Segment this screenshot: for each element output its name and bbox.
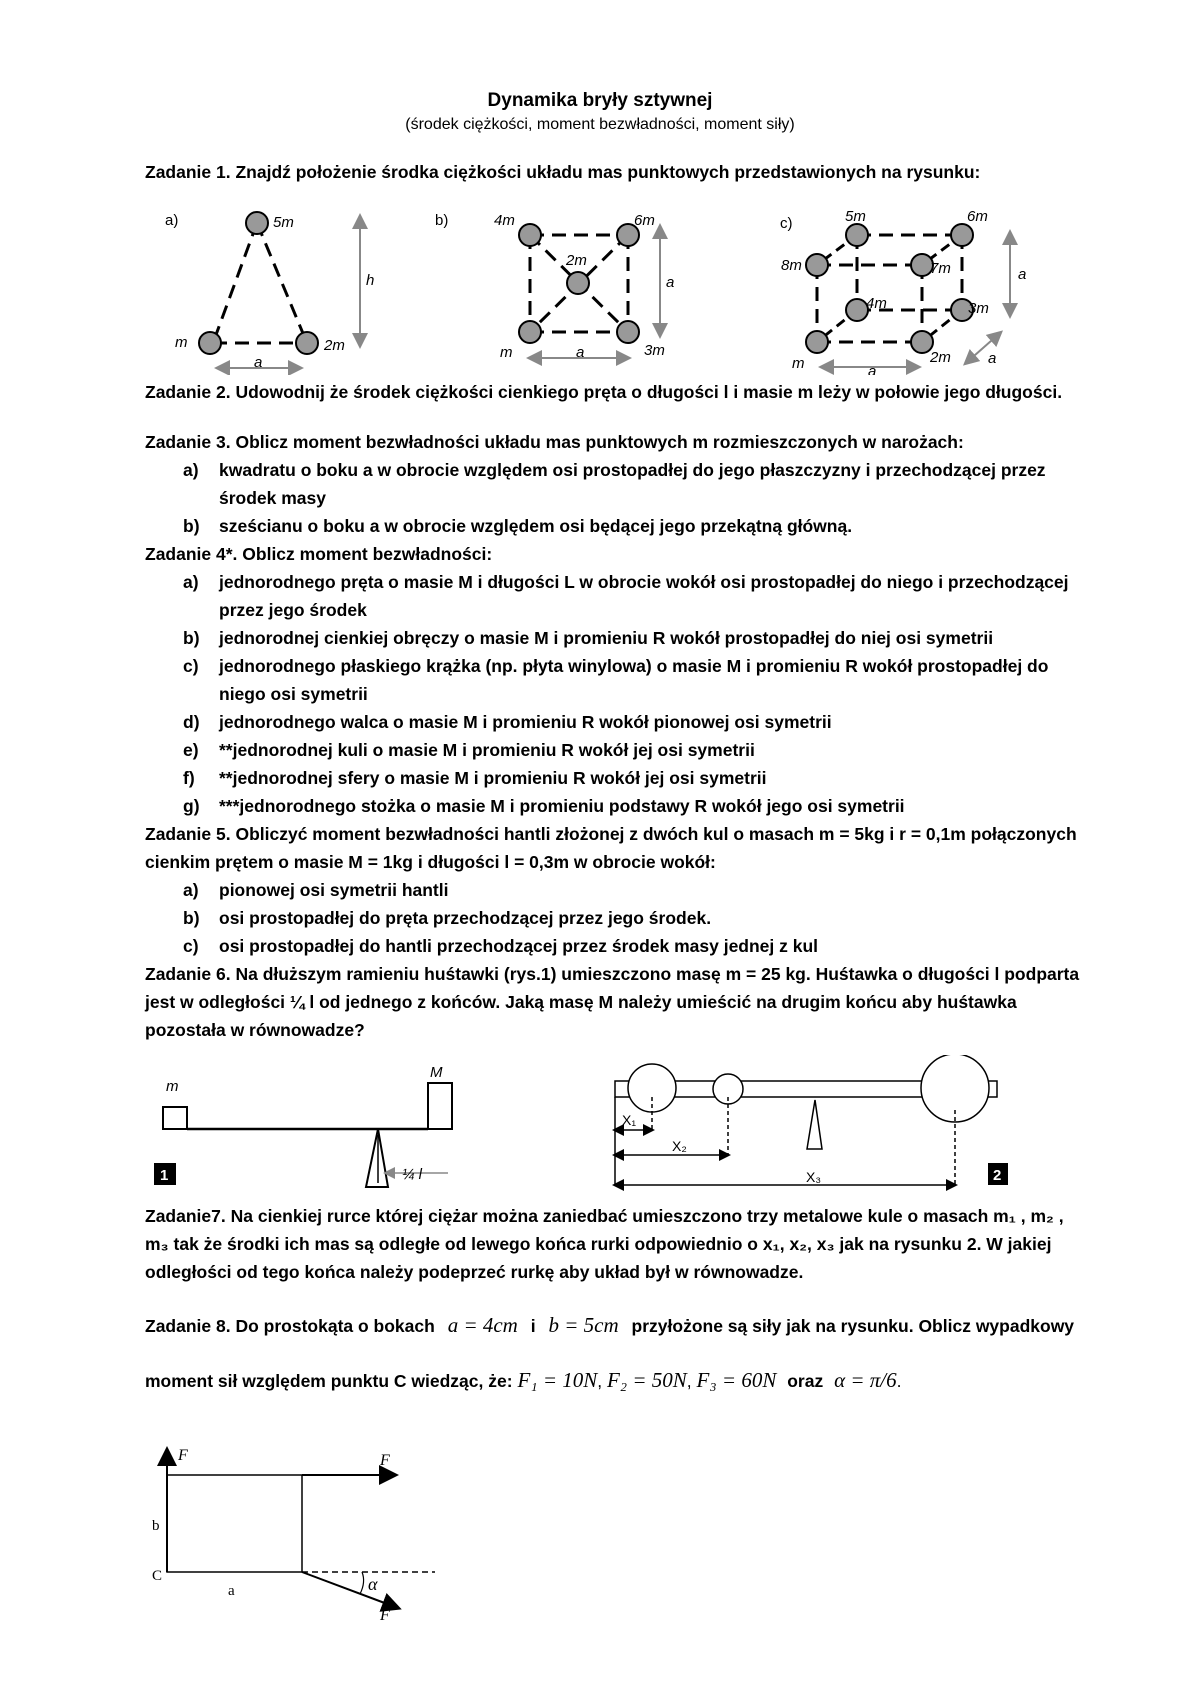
task-5-head: Zadanie 5. [145,824,231,844]
mass-4m-c: 4m [866,295,887,312]
dim-h-a: h [366,272,375,289]
task-4-item-g: g) ***jednorodnego stożka o masie M i promieniu podstawy R wokół jego osi symetrii [183,796,905,816]
math-f2: F₂ = 50N [606,1368,687,1392]
mass-8m-c: 8m [781,257,802,274]
task-3 [145,428,964,456]
task-6-head: Zadanie 6. [145,964,231,984]
mass-2m-a: 2m [324,337,345,354]
task-5-item-c: c) osi prostopadłej do hantli przechodzącej przez środek masy jednej z kul [183,936,819,956]
force-f3-label: F [380,1607,390,1620]
task-4-head: Zadanie 4*. [145,544,238,564]
mass-5m-c: 5m [845,208,866,225]
figure-c [780,208,1026,375]
seesaw-mass-m [163,1107,187,1129]
mass-6m-b: 6m [634,212,655,229]
figure-c-label: c) [780,215,793,232]
dim-v-c: a [1018,266,1027,283]
math-a: a = 4cm [447,1313,518,1337]
dim-a-a: a [254,354,263,371]
figure-tube-balls [600,1055,1020,1195]
task-5-item-b: b) osi prostopadłej do pręta przechodzącej przez jego środek. [183,908,712,928]
figure-rectangle-forces [140,1430,460,1620]
task-6: Zadanie 6. Na dłuższym ramieniu huśtawki (rys.1) umieszczono masę m = 25 kg. Huśtawka o długości l podparta jest w odległości ¼ l od jednego z końców. Jaką masę M należy umieścić na drugim końcu aby huśtawka pozostała w równowadze? [145,964,1080,1040]
mass-m-b: m [500,344,513,361]
task-3-item-b: b) sześcianu o boku a w obrocie względem osi będącej jego przekątną główną. [183,516,853,536]
mass-m-c: m [792,355,805,372]
mass-2m-c: 2m [930,349,951,366]
seesaw-m-label: m [166,1078,179,1095]
tube-support [807,1100,822,1149]
figure-a-label: a) [165,212,179,229]
task-4-item-b: b) jednorodnej cienkiej obręczy o masie M i promieniu R wokół prostopadłej do niej osi symetrii [183,628,994,648]
task-5: Zadanie 5. Obliczyć moment bezwładności hantli złożonej z dwóch kul o masach m = 5kg i r = 0,1m połączonych cienkim prętem o masie M = 1kg i długości l = 0,3m w obrocie wokół: [145,824,1077,872]
angle-alpha-label: α [368,1574,378,1594]
dim-d-c: a [988,350,997,367]
task-2 [145,378,1062,406]
svg-text:1: 1 [160,1167,169,1184]
task-4-item-f: f) **jednorodnej sfery o masie M i promieniu R wokół jej osi symetrii [183,768,767,788]
svg-text:2: 2 [993,1167,1002,1184]
task-4-item-c: c) jednorodnego płaskiego krążka (np. płyta winylowa) o masie M i promieniu R wokół prostopadłej do niego osi symetrii [183,656,1049,704]
figure-seesaw [140,1055,470,1195]
figure-a [165,212,374,371]
math-f1: F₁ = 10N [517,1368,598,1392]
task-4-item-a: a) jednorodnego pręta o masie M i długości L w obrocie wokół osi prostopadłej do niego i przechodzącej przez jego środek [183,572,1069,620]
dim-h-b: a [576,344,585,361]
page-title: Dynamika bryły sztywnej [487,90,713,111]
figure-b-label: b) [435,212,449,229]
task-3-item-a: a) kwadratu o boku a w obrocie względem osi prostopadłej do jego płaszczyzny i przechodzącej przez środek masy [183,460,1046,508]
task-7-head: Zadanie7. [145,1206,226,1226]
mass-m-a: m [175,334,188,351]
dim-x2: X₂ [672,1138,687,1154]
task-3-head: Zadanie 3. [145,432,231,452]
task-1-text: Znajdź położenie środka ciężkości układu mas punktowych przedstawionych na rysunku: [235,162,981,182]
dim-v-b: a [666,274,675,291]
task-4 [145,540,492,568]
mass-7m-c: 7m [930,260,951,277]
force-f3-arrow [302,1572,398,1608]
task-1-head: Zadanie 1. [145,162,231,182]
force-f1-label: F [178,1447,188,1464]
force-f2-label: F [380,1452,390,1469]
task-8: Zadanie 8. Do prostokąta o bokach a = 4cm i b = 5cm przyłożone są siły jak na rysunku. Oblicz wypadkowy [145,1313,1075,1337]
seesaw-support [366,1129,388,1187]
seesaw-mass-M [428,1083,452,1129]
seesaw-M-label: M [430,1064,443,1081]
mass-3m-b: 3m [644,342,665,359]
task-2-text: Udowodnij że środek ciężkości cienkiego pręta o długości l i masie m leży w połowie jego długości. [235,382,1063,402]
math-f3: F₃ = 60N [696,1368,777,1392]
task-4-item-e: e) **jednorodnej kuli o masie M i promieniu R wokół jej osi symetrii [183,740,755,760]
dim-h-c: a [868,363,877,375]
mass-4m-b: 4m [494,212,515,229]
task-4-text: Oblicz moment bezwładności: [242,544,493,564]
page-subtitle: (środek ciężkości, moment bezwładności, moment siły) [405,116,795,133]
task-1 [145,158,980,186]
task-7: Zadanie7. Na cienkiej rurce której ciężar można zaniedbać umieszczono trzy metalowe kule o masach m₁ , m₂ , m₃ tak że środki ich mas są odległe od lewego końca rurki odpowiednio o x₁, x₂, x₃ jak na rysunku 2. W jakiej odległości od tego końca należy podeprzeć rurkę aby układ był w równowadze. [145,1206,1064,1282]
side-a-label: a [228,1583,235,1599]
figure-b [435,212,674,361]
figure-mass-systems [0,195,1200,375]
task-3-text: Oblicz moment bezwładności układu mas punktowych m rozmieszczonych w narożach: [235,432,964,452]
point-c-label: C [152,1568,163,1584]
mass-5m-a: 5m [273,214,294,231]
math-b: b = 5cm [548,1313,619,1337]
rectangle [167,1475,302,1572]
task-2-head: Zadanie 2. [145,382,231,402]
dim-x1: X₁ [622,1112,637,1128]
mass-6m-c: 6m [967,208,988,225]
task-8-line2: moment sił względem punktu C wiedząc, że: F₁ = 10N, F₂ = 50N, F₃ = 60N oraz α = π/6. [145,1368,902,1392]
seesaw-quarter-l: ¼ l [402,1166,423,1183]
mass-3m-c: 3m [968,300,989,317]
math-alpha: α = π/6 [834,1368,897,1392]
task-4-item-d: d) jednorodnego walca o masie M i promieniu R wokół pionowej osi symetrii [183,712,832,732]
task-5-item-a: a) pionowej osi symetrii hantli [183,880,449,900]
task-8-head: Zadanie 8. [145,1316,231,1336]
side-b-label: b [152,1518,160,1534]
dim-x3: X₃ [806,1169,822,1185]
mass-2m-b: 2m [566,252,587,269]
